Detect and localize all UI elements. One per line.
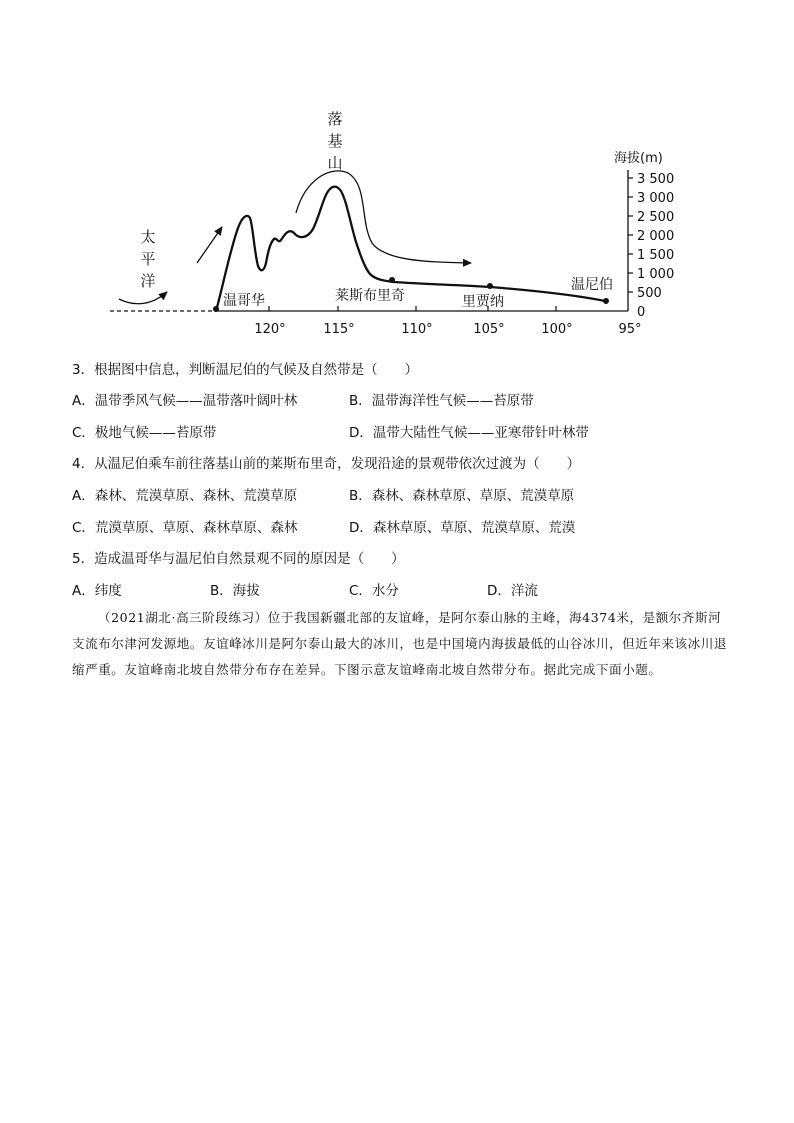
peak-label-char: 落	[327, 110, 343, 128]
question-3-option-a: A．温带季风气候——温带落叶阔叶林	[72, 393, 298, 409]
longitude-tick-label: 120°	[254, 322, 286, 337]
altitude-axis-title: 海拔(m)	[614, 151, 663, 166]
place-marker-regina	[487, 283, 493, 289]
altitude-tick-label: 2 000	[637, 229, 675, 244]
place-marker-lethbridge	[389, 277, 395, 283]
question-5-option-d: D．洋流	[487, 583, 538, 599]
altitude-tick-marks	[628, 178, 633, 292]
question-3-option-b: B．温带海洋性气候——苔原带	[349, 393, 534, 409]
longitude-tick-label: 110°	[401, 322, 433, 337]
place-label-winnipeg: 温尼伯	[571, 277, 613, 293]
place-marker-vancouver	[213, 306, 219, 312]
altitude-tick-label: 1 500	[637, 248, 675, 263]
question-4-option-b: B．森林、森林草原、草原、荒漠草原	[349, 488, 575, 504]
place-label-regina: 里贾纳	[462, 294, 504, 310]
altitude-tick-label: 0	[637, 305, 646, 320]
question-3-option-c: C．极地气候——苔原带	[72, 425, 217, 441]
altitude-tick-labels	[637, 172, 674, 320]
question-4-option-d: D．森林草原、草原、荒漠草原、荒漠	[349, 520, 576, 536]
question-5-option-a: A．纬度	[72, 583, 122, 599]
reading-passage: （2021湖北·高三阶段练习）位于我国新疆北部的友谊峰，是阿尔泰山脉的主峰，海4374米，是额尔齐斯河支流布尔津河发源地。友谊峰冰川是阿尔泰山最大的冰川，也是中国境内海拔最低的山谷冰川，但近年来该冰川退缩严重。友谊峰南北坡自然带分布存在差异。下图示意友谊峰南北坡自然带分布。据此完成下面小题。	[72, 610, 728, 677]
peak-label-char: 山	[327, 154, 343, 172]
topographic-profile-figure	[0, 0, 794, 345]
altitude-tick-label: 3 500	[637, 172, 675, 187]
wind-arrow-ocean	[119, 292, 167, 304]
longitude-tick-label: 105°	[473, 322, 505, 337]
peak-label	[327, 110, 342, 172]
ocean-label-char: 太	[140, 228, 156, 246]
question-3-stem: 3．根据图中信息，判断温尼伯的气候及自然带是（ ）	[72, 362, 419, 378]
longitude-tick-marks	[269, 306, 556, 311]
longitude-tick-label: 115°	[323, 322, 355, 337]
terrain-profile-curve	[216, 187, 605, 311]
altitude-tick-label: 500	[637, 286, 662, 301]
ocean-label-char: 洋	[140, 272, 156, 290]
altitude-tick-label: 2 500	[637, 210, 675, 225]
ocean-label-char: 平	[140, 250, 156, 268]
place-label-lethbridge: 莱斯布里奇	[335, 288, 405, 304]
altitude-tick-label: 1 000	[637, 267, 675, 282]
longitude-tick-label: 100°	[541, 322, 573, 337]
question-5-option-c: C．水分	[349, 583, 399, 599]
wind-arrow-onshore	[197, 227, 222, 263]
peak-label-char: 基	[327, 132, 343, 150]
altitude-tick-label: 3 000	[637, 191, 675, 206]
question-4-option-c: C．荒漠草原、草原、森林草原、森林	[72, 520, 298, 536]
question-3-option-d: D．温带大陆性气候——亚寒带针叶林带	[349, 425, 589, 441]
longitude-tick-labels	[254, 322, 641, 337]
question-5-option-b: B．海拔	[210, 583, 260, 599]
question-4-stem: 4．从温尼伯乘车前往落基山前的莱斯布里奇，发现沿途的景观带依次过渡为（ ）	[72, 456, 581, 472]
place-marker-winnipeg	[603, 298, 609, 304]
longitude-tick-label: 95°	[618, 322, 642, 337]
place-label-vancouver: 温哥华	[223, 293, 265, 309]
ocean-label	[140, 228, 155, 290]
question-4-option-a: A．森林、荒漠草原、森林、荒漠草原	[72, 488, 298, 504]
question-5-stem: 5．造成温哥华与温尼伯自然景观不同的原因是（ ）	[72, 551, 405, 567]
wind-arrow-over-mountain	[296, 171, 471, 263]
